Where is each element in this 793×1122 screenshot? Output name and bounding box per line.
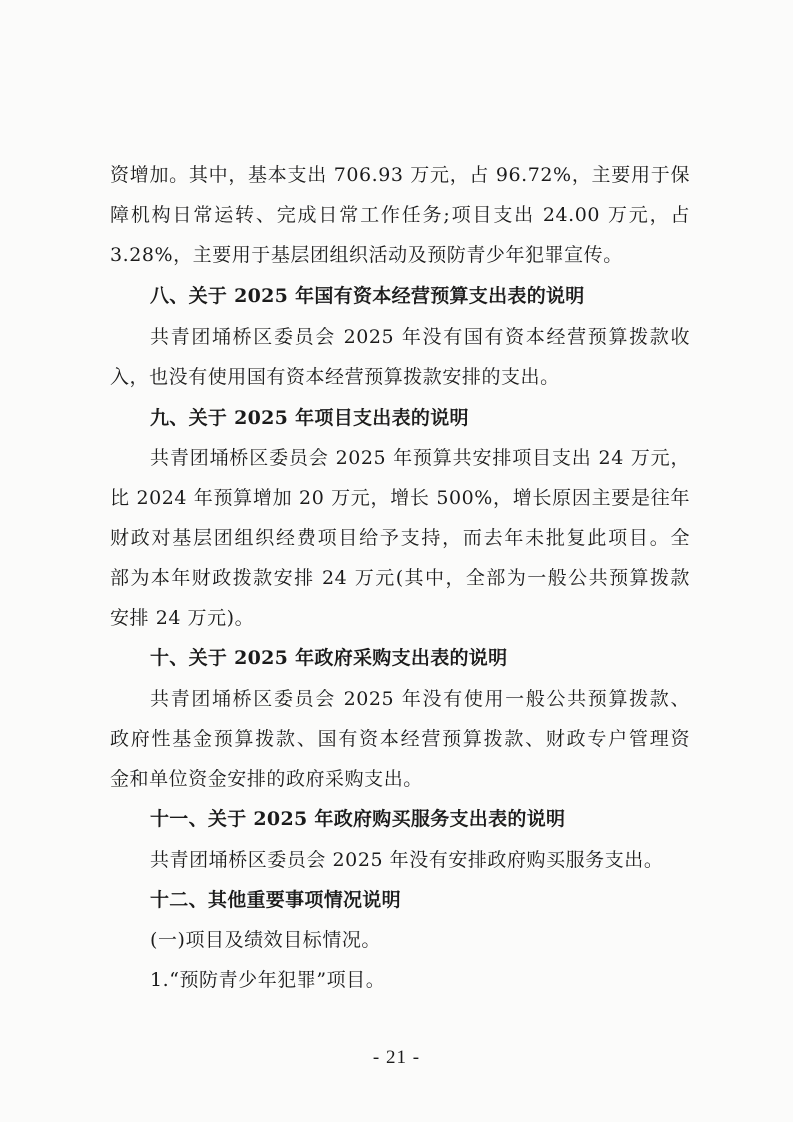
paragraph-9-line-2: 比 2024 年预算增加 20 万元，增长 500%，增长原因主要是往年 — [110, 487, 690, 509]
paragraph-10-line-2: 政府性基金预算拨款、国有资本经营预算拨款、财政专户管理资 — [110, 728, 690, 750]
paragraph-9-line-4: 部为本年财政拨款安排 24 万元(其中，全部为一般公共预算拨款 — [110, 567, 690, 589]
section-12-heading: 十二、其他重要事项情况说明 — [150, 889, 401, 911]
section-11-heading: 十一、关于 2025 年政府购买服务支出表的说明 — [150, 808, 566, 830]
page-number: - 21 - — [372, 1047, 421, 1068]
section-8-heading: 八、关于 2025 年国有资本经营预算支出表的说明 — [150, 285, 585, 307]
paragraph-9-line-5: 安排 24 万元)。 — [110, 607, 255, 629]
paragraph-8-line-1: 共青团埇桥区委员会 2025 年没有国有资本经营预算拨款收 — [150, 326, 690, 348]
paragraph-8-line-2: 入，也没有使用国有资本经营预算拨款安排的支出。 — [110, 366, 560, 388]
paragraph-7-line-3: 3.28%，主要用于基层团组织活动及预防青少年犯罪宣传。 — [110, 244, 623, 266]
paragraph-10-line-3: 金和单位资金安排的政府采购支出。 — [110, 768, 423, 790]
paragraph-12-subheading: (一)项目及绩效目标情况。 — [150, 929, 381, 951]
paragraph-9-line-3: 财政对基层团组织经费项目给予支持，而去年未批复此项目。全 — [110, 527, 690, 549]
paragraph-12-item-1: 1.“预防青少年犯罪”项目。 — [150, 969, 386, 991]
paragraph-7-line-2: 障机构日常运转、完成日常工作任务;项目支出 24.00 万元，占 — [110, 204, 690, 226]
paragraph-7-line-1: 资增加。其中，基本支出 706.93 万元，占 96.72%，主要用于保 — [110, 164, 690, 186]
section-9-heading: 九、关于 2025 年项目支出表的说明 — [150, 407, 469, 429]
paragraph-11: 共青团埇桥区委员会 2025 年没有安排政府购买服务支出。 — [150, 849, 664, 871]
section-10-heading: 十、关于 2025 年政府采购支出表的说明 — [150, 647, 508, 669]
paragraph-10-line-1: 共青团埇桥区委员会 2025 年没有使用一般公共预算拨款、 — [150, 688, 690, 710]
paragraph-9-line-1: 共青团埇桥区委员会 2025 年预算共安排项目支出 24 万元， — [150, 447, 690, 469]
